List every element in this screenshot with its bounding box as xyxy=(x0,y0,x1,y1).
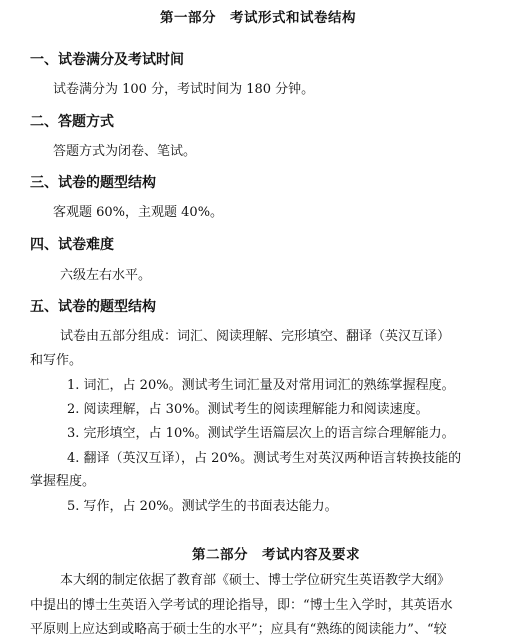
list-item: 掌握程度。 xyxy=(30,474,96,489)
paragraph-line: 本大纲的制定依据了教育部《硕士、博士学位研究生英语教学大纲》 xyxy=(60,573,451,588)
list-item: 5. 写作，占 20%。测试学生的书面表达能力。 xyxy=(67,499,338,514)
section-heading: 三、试卷的题型结构 xyxy=(30,175,156,191)
paragraph-line: 平原则上应达到或略高于硕士生的水平”；应具有“熟练的阅读能力”、“较 xyxy=(30,622,447,637)
list-item: 4. 翻译（英汉互译），占 20%。测试考生对英汉两种语言转换技能的 xyxy=(67,451,462,466)
section-text: 试卷满分为 100 分，考试时间为 180 分钟。 xyxy=(53,82,315,97)
section-heading: 四、试卷难度 xyxy=(30,237,114,253)
part1-title: 第一部分 考试形式和试卷结构 xyxy=(160,10,356,26)
paragraph-line: 中提出的博士生英语入学考试的理论指导，即：“博士生入学时，其英语水 xyxy=(30,598,453,613)
part2-title: 第二部分 考试内容及要求 xyxy=(192,547,360,563)
structure-intro: 试卷由五部分组成：词汇、阅读理解、完形填空、翻译（英汉互译） xyxy=(60,329,451,344)
section-heading: 二、答题方式 xyxy=(30,114,114,130)
structure-intro: 和写作。 xyxy=(30,353,83,368)
list-item: 3. 完形填空，占 10%。测试学生语篇层次上的语言综合理解能力。 xyxy=(67,426,455,441)
list-item: 1. 词汇，占 20%。测试考生词汇量及对常用词汇的熟练掌握程度。 xyxy=(67,378,455,393)
section-text: 客观题 60%，主观题 40%。 xyxy=(53,205,224,220)
section-heading: 五、试卷的题型结构 xyxy=(30,299,156,315)
section-heading: 一、试卷满分及考试时间 xyxy=(30,52,184,68)
list-item: 2. 阅读理解，占 30%。测试考生的阅读理解能力和阅读速度。 xyxy=(67,402,429,417)
section-text: 六级左右水平。 xyxy=(60,268,152,283)
section-text: 答题方式为闭卷、笔试。 xyxy=(53,144,197,159)
